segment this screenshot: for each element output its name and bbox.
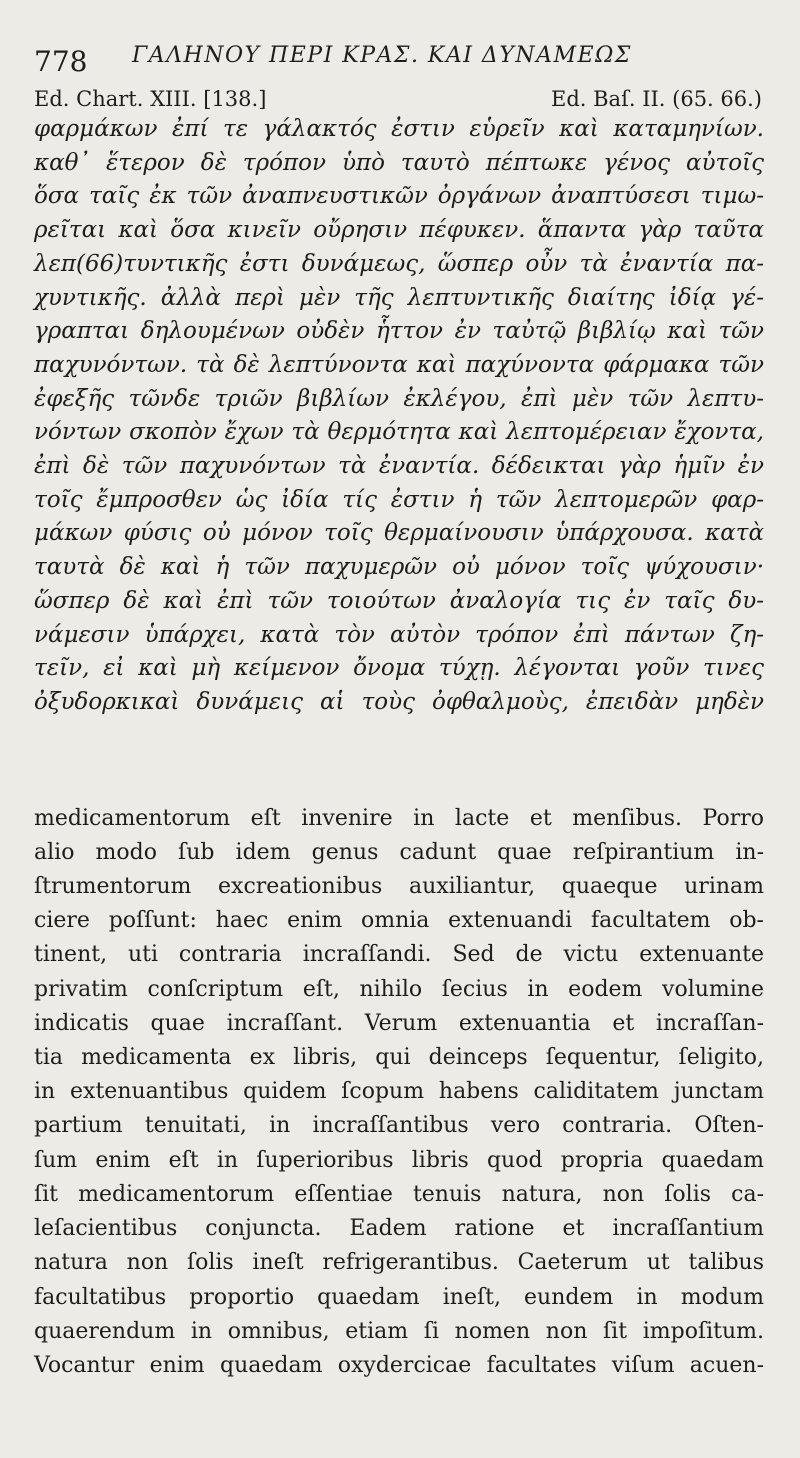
greek-line: γραπται δηλουμένων οὐδὲν ἧττον ἐν ταὐτῷ βιβλίῳ καὶ τῶν <box>34 318 764 345</box>
latin-line: tia medicamenta ex libris, qui deinceps ſequentur, ſeligito, <box>34 1045 764 1071</box>
greek-line: ὅσα ταῖς ἐκ τῶν ἀναπνευστικῶν ὀργάνων ἀναπτύσεσι τιμω- <box>34 183 764 210</box>
greek-line: τοῖς ἔμπροσθεν ὡς ἰδία τίς ἐστιν ἡ τῶν λεπτομερῶν φαρ- <box>34 486 764 513</box>
greek-line: νόντων σκοπὸν ἔχων τὰ θερμότητα καὶ λεπτομέρειαν ἔχοντα, <box>34 419 764 446</box>
latin-line: natura non ſolis ineſt refrigerantibus. Caeterum ut talibus <box>34 1250 764 1276</box>
latin-line: ciere poſſunt: haec enim omnia extenuandi facultatem ob- <box>34 908 764 934</box>
latin-text-block <box>34 802 764 1383</box>
edition-chartier-reference: Ed. Chart. XIII. [138.] <box>34 87 267 111</box>
greek-line: παχυνόντων. τὰ δὲ λεπτύνοντα καὶ παχύνοντα φάρμακα τῶν <box>34 351 764 378</box>
running-title: ΓΑΛΗΝΟΥ ΠΕΡΙ ΚΡΑΣ. ΚΑΙ ΔΥΝΑΜΕΩΣ <box>132 43 632 68</box>
running-head <box>34 40 764 84</box>
latin-line: alio modo ſub idem genus cadunt quae reſpirantium in- <box>34 839 764 865</box>
greek-line: λεπ(66)τυντικῆς ἐστι δυνάμεως, ὥσπερ οὖν τὰ ἐναντία πα- <box>34 250 764 277</box>
latin-line: facultatibus proportio quaedam ineſt, eundem in modum <box>34 1284 764 1310</box>
latin-line: in extenuantibus quidem ſcopum habens caliditatem junctam <box>34 1079 764 1105</box>
greek-line: χυντικῆς. ἀλλὰ περὶ μὲν τῆς λεπτυντικῆς διαίτης ἰδίᾳ γέ- <box>34 284 764 311</box>
greek-line: τεῖν, εἰ καὶ μὴ κείμενον ὄνομα τύχῃ. λέγονται γοῦν τινες <box>34 655 764 682</box>
latin-line: indicatis quae incraſſant. Verum extenuantia et incraſſan- <box>34 1010 764 1036</box>
greek-text-block <box>34 113 764 720</box>
latin-line: partium tenuitati, in incraſſantibus vero contraria. Oſten- <box>34 1113 764 1139</box>
latin-line: tinent, uti contraria incraſſandi. Sed de victu extenuante <box>34 942 764 968</box>
latin-line: ſtrumentorum excreationibus auxiliantur, quaeque urinam <box>34 874 764 900</box>
greek-line: ὥσπερ δὲ καὶ ἐπὶ τῶν τοιούτων ἀναλογία τις ἐν ταῖς δυ- <box>34 587 764 614</box>
latin-line: quaerendum in omnibus, etiam ſi nomen non ſit impoſitum. <box>34 1318 764 1344</box>
latin-line: privatim conſcriptum eſt, nihilo ſecius in eodem volumine <box>34 976 764 1002</box>
edition-references <box>34 86 764 112</box>
greek-line: ρεῖται καὶ ὅσα κινεῖν οὔρησιν πέφυκεν. ἅπαντα γὰρ ταῦτα <box>34 217 764 244</box>
greek-line: ἐπὶ δὲ τῶν παχυνόντων τὰ ἐναντία. δέδεικται γὰρ ἡμῖν ἐν <box>34 453 764 480</box>
latin-line: medicamentorum eſt invenire in lacte et menſibus. Porro <box>34 805 764 831</box>
greek-line: ἐφεξῆς τῶνδε τριῶν βιβλίων ἐκλέγου, ἐπὶ μὲν τῶν λεπτυ- <box>34 385 764 412</box>
greek-line: φαρμάκων ἐπί τε γάλακτός ἐστιν εὑρεῖν καὶ καταμηνίων. <box>34 116 764 142</box>
page-number: 778 <box>34 45 88 78</box>
edition-basel-reference: Ed. Baſ. II. (65. 66.) <box>551 87 762 111</box>
greek-line: καθ᾽ ἕτερον δὲ τρόπον ὑπὸ ταυτὸ πέπτωκε γένος αὐτοῖς <box>34 149 764 176</box>
greek-line: ταυτὰ δὲ καὶ ἡ τῶν παχυμερῶν οὐ μόνον τοῖς ψύχουσιν· <box>34 554 764 581</box>
latin-line: ſum enim eſt in ſuperioribus libris quod propria quaedam <box>34 1147 764 1173</box>
greek-line: νάμεσιν ὑπάρχει, κατὰ τὸν αὐτὸν τρόπον ἐπὶ πάντων ζη- <box>34 621 764 648</box>
latin-line: Vocantur enim quaedam oxydercicae facultates viſum acuen- <box>34 1352 764 1378</box>
greek-line: μάκων φύσις οὐ μόνον τοῖς θερμαίνουσιν ὑπάρχουσα. κατὰ <box>34 520 764 547</box>
greek-line: ὀξυδορκικαὶ δυνάμεις αἱ τοὺς ὀφθαλμοὺς, ἐπειδὰν μηδὲν <box>34 688 764 715</box>
latin-line: ſit medicamentorum eſſentiae tenuis natura, non ſolis ca- <box>34 1181 764 1207</box>
latin-line: leſacientibus conjuncta. Eadem ratione et incraſſantium <box>34 1216 764 1242</box>
